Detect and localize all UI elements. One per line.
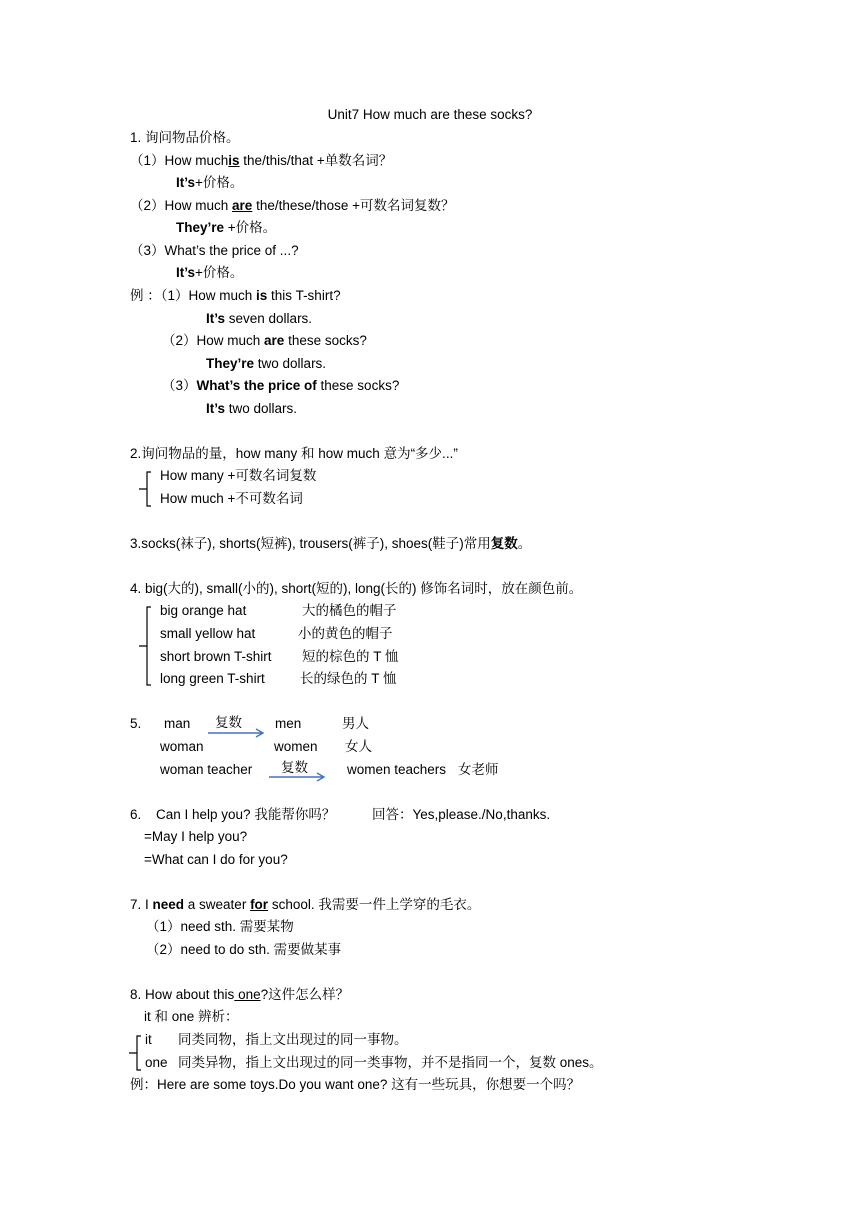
s5-row-1-zh: 男人 [342, 716, 369, 731]
s7-item-1: （1）need sth. 需要某物 [146, 919, 294, 934]
s4-row-2-zh: 小的黄色的帽子 [298, 626, 393, 641]
s1-rule-1-answer: It’s+价格。 [176, 175, 244, 190]
s5-row-1-word: man [164, 716, 191, 731]
s5-row-2-word: woman [160, 739, 204, 754]
s1-rule-2: （2）How much are the/these/those +可数名词复数？ [130, 198, 455, 213]
s5-row-3-label: 复数 [281, 760, 308, 775]
section-2-heading: 2.询问物品的量，how many 和 how much 意为“多少...” [130, 446, 458, 461]
s5-row-2-plural: women [274, 739, 318, 754]
s1-example-3: （3）What’s the price of these socks? [162, 378, 400, 393]
s4-row-4-zh: 长的绿色的 T 恤 [300, 671, 397, 686]
s4-row-3-en: short brown T-shirt [160, 649, 272, 664]
s4-row-3-zh: 短的棕色的 T 恤 [302, 649, 399, 664]
s5-row-1-label: 复数 [215, 715, 242, 730]
s1-example-1: 例 ：（1）How much is this T-shirt? [130, 288, 341, 303]
section-3: 3.socks(袜子), shorts(短裤), trousers(裤子), shoes(鞋子)常用复数。 [130, 536, 532, 551]
s1-example-3-answer: It’s two dollars. [206, 401, 298, 416]
s4-row-4-en: long green T-shirt [160, 671, 265, 686]
s6-answer: 回答：Yes,please./No,thanks. [372, 807, 551, 822]
s6-alt-1: =May I help you? [144, 829, 248, 844]
section-4-heading: 4. big(大的), small(小的), short(短的), long(长的) 修饰名词时，放在颜色前。 [130, 581, 583, 596]
section-6-number: 6. [130, 807, 142, 822]
s2-line-2: How much +不可数名词 [160, 491, 303, 506]
s1-rule-2-answer: They’re +价格。 [176, 220, 277, 235]
s4-row-1-en: big orange hat [160, 603, 247, 618]
arrow-right-icon [268, 772, 326, 782]
brace-icon [138, 605, 152, 687]
brace-icon [138, 470, 152, 508]
s8-subheading: it 和 one 辨析： [144, 1009, 239, 1024]
brace-icon [128, 1034, 142, 1072]
s4-row-2-en: small yellow hat [160, 626, 256, 641]
s5-row-1-plural: men [275, 716, 302, 731]
section-8: 8. How about this one?这件怎么样？ [130, 987, 350, 1002]
s7-item-2: （2）need to do sth. 需要做某事 [146, 942, 342, 957]
s1-example-2-answer: They’re two dollars. [206, 356, 327, 371]
s6-question: Can I help you? 我能帮你吗？ [156, 807, 336, 822]
page-title: Unit7 How much are these socks? [327, 107, 533, 122]
s1-example-1-answer: It’s seven dollars. [206, 311, 313, 326]
arrow-right-icon [207, 728, 265, 738]
s2-line-1: How many +可数名词复数 [160, 468, 317, 483]
s8-line-2-desc: 同类异物，指上文出现过的同一类事物，并不是指同一个，复数 ones。 [178, 1055, 603, 1070]
s8-line-1-key: it [145, 1032, 152, 1047]
s6-alt-2: =What can I do for you? [144, 852, 288, 867]
section-7: 7. I need a sweater for school. 我需要一件上学穿的毛衣。 [130, 897, 481, 912]
s8-line-1-desc: 同类同物，指上文出现过的同一事物。 [178, 1032, 408, 1047]
s5-row-3-word: woman teacher [160, 762, 253, 777]
s4-row-1-zh: 大的橘色的帽子 [302, 603, 397, 618]
s5-row-3-zh: 女老师 [458, 762, 499, 777]
s5-row-3-plural: women teachers [347, 762, 447, 777]
s1-rule-3-answer: It’s+价格。 [176, 265, 244, 280]
s8-example: 例：Here are some toys.Do you want one? 这有一些玩具，你想要一个吗？ [130, 1077, 581, 1092]
section-5-number: 5. [130, 716, 142, 731]
s8-line-2-key: one [145, 1055, 168, 1070]
s1-rule-3: （3）What’s the price of ...? [130, 243, 299, 258]
s5-row-2-zh: 女人 [345, 739, 372, 754]
s1-rule-1: （1）How muchis the/this/that +单数名词？ [130, 153, 393, 168]
section-1-heading: 1. 询问物品价格。 [130, 130, 240, 145]
s1-example-2: （2）How much are these socks? [162, 333, 367, 348]
